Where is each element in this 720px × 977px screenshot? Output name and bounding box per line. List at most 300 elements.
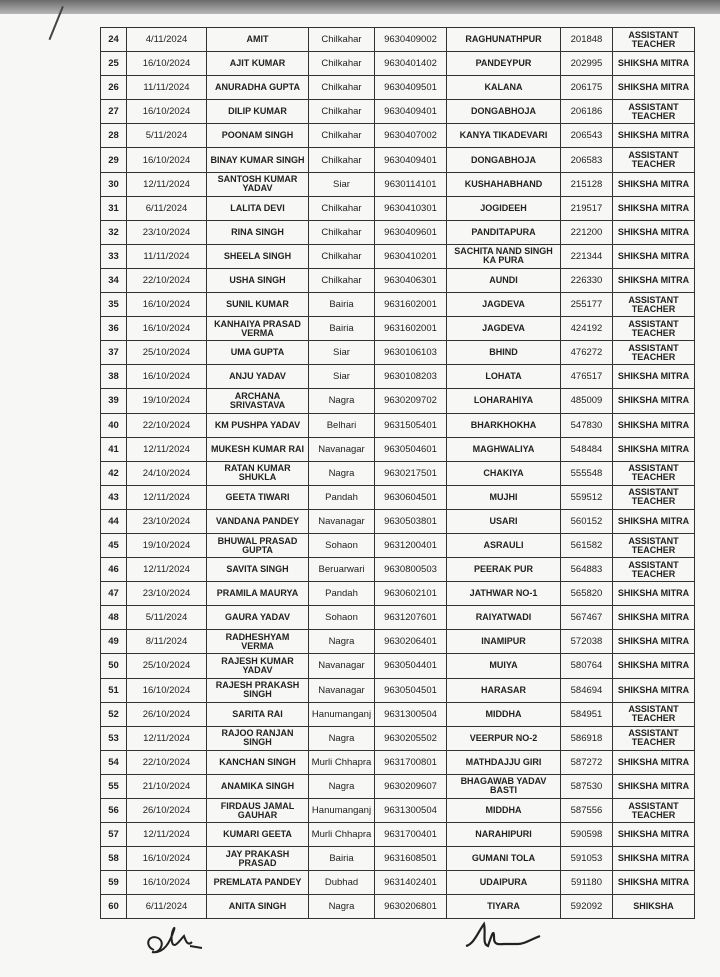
- cell-code: 9630602101: [375, 582, 447, 606]
- cell-id: 587272: [561, 750, 613, 774]
- cell-id: 202995: [561, 52, 613, 76]
- cell-code: 9630205502: [375, 726, 447, 750]
- cell-sno: 31: [101, 196, 127, 220]
- cell-id: 201848: [561, 28, 613, 52]
- table-row: [101, 799, 695, 823]
- table-row: [101, 317, 695, 341]
- cell-sno: 30: [101, 172, 127, 196]
- cell-name: MUKESH KUMAR RAI: [207, 437, 309, 461]
- cell-school: BHARKHOKHA: [447, 413, 561, 437]
- signature-left: [140, 912, 210, 962]
- cell-date: 16/10/2024: [127, 52, 207, 76]
- cell-date: 16/10/2024: [127, 317, 207, 341]
- cell-school: JAGDEVA: [447, 317, 561, 341]
- cell-date: 22/10/2024: [127, 750, 207, 774]
- cell-sno: 33: [101, 244, 127, 268]
- cell-code: 9630800503: [375, 558, 447, 582]
- cell-name: DILIP KUMAR: [207, 100, 309, 124]
- cell-name: SHEELA SINGH: [207, 244, 309, 268]
- cell-school: JATHWAR NO-1: [447, 582, 561, 606]
- cell-date: 24/10/2024: [127, 461, 207, 485]
- cell-name: BHUWAL PRASAD GUPTA: [207, 533, 309, 557]
- cell-date: 25/10/2024: [127, 654, 207, 678]
- cell-post: ASSISTANT TEACHER: [613, 702, 695, 726]
- cell-school: JOGIDEEH: [447, 196, 561, 220]
- cell-name: UMA GUPTA: [207, 341, 309, 365]
- cell-block: Nagra: [309, 895, 375, 919]
- cell-school: KANYA TIKADEVARI: [447, 124, 561, 148]
- cell-post: SHIKSHA MITRA: [613, 509, 695, 533]
- cell-block: Beruarwari: [309, 558, 375, 582]
- cell-name: LALITA DEVI: [207, 196, 309, 220]
- cell-id: 590598: [561, 823, 613, 847]
- cell-id: 591180: [561, 871, 613, 895]
- cell-id: 221200: [561, 220, 613, 244]
- cell-block: Navanagar: [309, 437, 375, 461]
- cell-id: 424192: [561, 317, 613, 341]
- table-row: [101, 750, 695, 774]
- cell-block: Chilkahar: [309, 244, 375, 268]
- cell-sno: 55: [101, 774, 127, 798]
- cell-sno: 35: [101, 293, 127, 317]
- cell-block: Nagra: [309, 726, 375, 750]
- cell-date: 25/10/2024: [127, 341, 207, 365]
- cell-school: SACHITA NAND SINGH KA PURA: [447, 244, 561, 268]
- cell-name: ANURADHA GUPTA: [207, 76, 309, 100]
- cell-name: KUMARI GEETA: [207, 823, 309, 847]
- cell-date: 23/10/2024: [127, 509, 207, 533]
- cell-sno: 56: [101, 799, 127, 823]
- cell-name: KM PUSHPA YADAV: [207, 413, 309, 437]
- cell-post: SHIKSHA MITRA: [613, 654, 695, 678]
- cell-school: ASRAULI: [447, 533, 561, 557]
- cell-post: SHIKSHA MITRA: [613, 365, 695, 389]
- cell-date: 5/11/2024: [127, 606, 207, 630]
- cell-id: 561582: [561, 533, 613, 557]
- cell-block: Chilkahar: [309, 52, 375, 76]
- table-row: [101, 268, 695, 292]
- cell-sno: 24: [101, 28, 127, 52]
- cell-date: 5/11/2024: [127, 124, 207, 148]
- cell-sno: 44: [101, 509, 127, 533]
- cell-name: PREMLATA PANDEY: [207, 871, 309, 895]
- cell-block: Nagra: [309, 461, 375, 485]
- cell-block: Sohaon: [309, 606, 375, 630]
- cell-school: PANDEYPUR: [447, 52, 561, 76]
- cell-code: 9630409601: [375, 220, 447, 244]
- cell-code: 9630401402: [375, 52, 447, 76]
- cell-code: 9631200401: [375, 533, 447, 557]
- cell-id: 476517: [561, 365, 613, 389]
- cell-id: 565820: [561, 582, 613, 606]
- cell-date: 23/10/2024: [127, 582, 207, 606]
- cell-code: 9631402401: [375, 871, 447, 895]
- cell-id: 560152: [561, 509, 613, 533]
- cell-id: 559512: [561, 485, 613, 509]
- cell-name: AMIT: [207, 28, 309, 52]
- cell-id: 215128: [561, 172, 613, 196]
- cell-sno: 40: [101, 413, 127, 437]
- cell-sno: 48: [101, 606, 127, 630]
- cell-id: 567467: [561, 606, 613, 630]
- cell-date: 6/11/2024: [127, 895, 207, 919]
- cell-sno: 45: [101, 533, 127, 557]
- cell-code: 9631300504: [375, 799, 447, 823]
- table-row: [101, 28, 695, 52]
- cell-code: 9630410301: [375, 196, 447, 220]
- table-row: [101, 172, 695, 196]
- cell-post: SHIKSHA MITRA: [613, 847, 695, 871]
- cell-school: DONGABHOJA: [447, 100, 561, 124]
- cell-post: SHIKSHA MITRA: [613, 582, 695, 606]
- table-row: [101, 100, 695, 124]
- cell-code: 9630407002: [375, 124, 447, 148]
- cell-id: 485009: [561, 389, 613, 413]
- cell-id: 584951: [561, 702, 613, 726]
- cell-date: 12/11/2024: [127, 726, 207, 750]
- cell-post: SHIKSHA MITRA: [613, 678, 695, 702]
- cell-code: 9630410201: [375, 244, 447, 268]
- cell-name: VANDANA PANDEY: [207, 509, 309, 533]
- cell-date: 12/11/2024: [127, 823, 207, 847]
- cell-id: 591053: [561, 847, 613, 871]
- teacher-list-body: [101, 28, 695, 919]
- cell-sno: 50: [101, 654, 127, 678]
- cell-date: 6/11/2024: [127, 196, 207, 220]
- cell-school: RAGHUNATHPUR: [447, 28, 561, 52]
- cell-id: 219517: [561, 196, 613, 220]
- cell-name: USHA SINGH: [207, 268, 309, 292]
- cell-date: 16/10/2024: [127, 365, 207, 389]
- cell-post: ASSISTANT TEACHER: [613, 558, 695, 582]
- cell-post: SHIKSHA MITRA: [613, 172, 695, 196]
- cell-school: HARASAR: [447, 678, 561, 702]
- table-row: [101, 148, 695, 172]
- cell-post: SHIKSHA MITRA: [613, 750, 695, 774]
- table-row: [101, 461, 695, 485]
- cell-school: LOHATA: [447, 365, 561, 389]
- cell-code: 9630106103: [375, 341, 447, 365]
- cell-school: RAIYATWADI: [447, 606, 561, 630]
- cell-post: SHIKSHA MITRA: [613, 774, 695, 798]
- cell-sno: 41: [101, 437, 127, 461]
- signature-right: [458, 914, 548, 958]
- cell-school: KUSHAHABHAND: [447, 172, 561, 196]
- cell-name: FIRDAUS JAMAL GAUHAR: [207, 799, 309, 823]
- table-row: [101, 871, 695, 895]
- cell-sno: 29: [101, 148, 127, 172]
- cell-id: 547830: [561, 413, 613, 437]
- cell-post: ASSISTANT TEACHER: [613, 100, 695, 124]
- cell-sno: 37: [101, 341, 127, 365]
- table-row: [101, 630, 695, 654]
- cell-name: POONAM SINGH: [207, 124, 309, 148]
- cell-code: 9631602001: [375, 317, 447, 341]
- table-row: [101, 244, 695, 268]
- cell-code: 9631207601: [375, 606, 447, 630]
- table-row: [101, 124, 695, 148]
- cell-sno: 59: [101, 871, 127, 895]
- cell-post: ASSISTANT TEACHER: [613, 726, 695, 750]
- cell-id: 564883: [561, 558, 613, 582]
- cell-post: ASSISTANT TEACHER: [613, 533, 695, 557]
- cell-block: Hanumanganj: [309, 702, 375, 726]
- cell-school: VEERPUR NO-2: [447, 726, 561, 750]
- cell-post: ASSISTANT TEACHER: [613, 317, 695, 341]
- cell-block: Nagra: [309, 630, 375, 654]
- cell-post: SHIKSHA MITRA: [613, 630, 695, 654]
- cell-post: SHIKSHA MITRA: [613, 389, 695, 413]
- cell-post: ASSISTANT TEACHER: [613, 28, 695, 52]
- cell-school: PANDITAPURA: [447, 220, 561, 244]
- cell-date: 11/11/2024: [127, 244, 207, 268]
- cell-date: 16/10/2024: [127, 100, 207, 124]
- table-row: [101, 509, 695, 533]
- cell-sno: 25: [101, 52, 127, 76]
- cell-date: 12/11/2024: [127, 437, 207, 461]
- table-row: [101, 485, 695, 509]
- cell-code: 9630604501: [375, 485, 447, 509]
- cell-sno: 26: [101, 76, 127, 100]
- cell-sno: 49: [101, 630, 127, 654]
- cell-code: 9630406301: [375, 268, 447, 292]
- cell-name: RATAN KUMAR SHUKLA: [207, 461, 309, 485]
- cell-block: Murli Chhapra: [309, 823, 375, 847]
- table-row: [101, 293, 695, 317]
- cell-code: 9630206801: [375, 895, 447, 919]
- cell-code: 9631700401: [375, 823, 447, 847]
- cell-school: BHAGAWAB YADAV BASTI: [447, 774, 561, 798]
- cell-date: 16/10/2024: [127, 847, 207, 871]
- cell-sno: 36: [101, 317, 127, 341]
- cell-date: 12/11/2024: [127, 485, 207, 509]
- table-row: [101, 437, 695, 461]
- cell-post: SHIKSHA MITRA: [613, 437, 695, 461]
- cell-block: Belhari: [309, 413, 375, 437]
- cell-date: 16/10/2024: [127, 148, 207, 172]
- cell-block: Navanagar: [309, 509, 375, 533]
- cell-date: 8/11/2024: [127, 630, 207, 654]
- cell-post: ASSISTANT TEACHER: [613, 148, 695, 172]
- cell-block: Chilkahar: [309, 124, 375, 148]
- cell-sno: 47: [101, 582, 127, 606]
- cell-id: 592092: [561, 895, 613, 919]
- table-row: [101, 847, 695, 871]
- cell-id: 206186: [561, 100, 613, 124]
- cell-code: 9630217501: [375, 461, 447, 485]
- table-row: [101, 52, 695, 76]
- cell-date: 26/10/2024: [127, 702, 207, 726]
- cell-sno: 32: [101, 220, 127, 244]
- cell-date: 19/10/2024: [127, 389, 207, 413]
- table-row: [101, 582, 695, 606]
- cell-block: Sohaon: [309, 533, 375, 557]
- cell-block: Bairia: [309, 293, 375, 317]
- cell-school: GUMANI TOLA: [447, 847, 561, 871]
- cell-code: 9630504601: [375, 437, 447, 461]
- cell-school: DONGABHOJA: [447, 148, 561, 172]
- cell-id: 476272: [561, 341, 613, 365]
- table-row: [101, 365, 695, 389]
- cell-block: Siar: [309, 172, 375, 196]
- cell-sno: 53: [101, 726, 127, 750]
- cell-block: Pandah: [309, 485, 375, 509]
- table-row: [101, 389, 695, 413]
- cell-school: BHIND: [447, 341, 561, 365]
- cell-sno: 58: [101, 847, 127, 871]
- cell-block: Navanagar: [309, 678, 375, 702]
- cell-date: 16/10/2024: [127, 293, 207, 317]
- cell-date: 22/10/2024: [127, 268, 207, 292]
- cell-name: GEETA TIWARI: [207, 485, 309, 509]
- cell-school: NARAHIPURI: [447, 823, 561, 847]
- cell-date: 12/11/2024: [127, 558, 207, 582]
- cell-name: SUNIL KUMAR: [207, 293, 309, 317]
- cell-id: 580764: [561, 654, 613, 678]
- cell-id: 206175: [561, 76, 613, 100]
- cell-code: 9631608501: [375, 847, 447, 871]
- cell-post: SHIKSHA MITRA: [613, 196, 695, 220]
- cell-code: 9630409501: [375, 76, 447, 100]
- cell-block: Nagra: [309, 389, 375, 413]
- cell-sno: 60: [101, 895, 127, 919]
- cell-post: SHIKSHA MITRA: [613, 823, 695, 847]
- cell-block: Siar: [309, 341, 375, 365]
- table-row: [101, 196, 695, 220]
- cell-school: MIDDHA: [447, 702, 561, 726]
- cell-date: 11/11/2024: [127, 76, 207, 100]
- cell-name: RAJESH KUMAR YADAV: [207, 654, 309, 678]
- cell-school: MUIYA: [447, 654, 561, 678]
- cell-school: KALANA: [447, 76, 561, 100]
- table-row: [101, 823, 695, 847]
- table-row: [101, 558, 695, 582]
- table-row: [101, 533, 695, 557]
- cell-code: 9631300504: [375, 702, 447, 726]
- cell-school: UDAIPURA: [447, 871, 561, 895]
- cell-block: Murli Chhapra: [309, 750, 375, 774]
- cell-date: 16/10/2024: [127, 871, 207, 895]
- cell-school: MIDDHA: [447, 799, 561, 823]
- cell-name: ANITA SINGH: [207, 895, 309, 919]
- table-row: [101, 76, 695, 100]
- cell-school: TIYARA: [447, 895, 561, 919]
- cell-post: SHIKSHA MITRA: [613, 413, 695, 437]
- cell-school: PEERAK PUR: [447, 558, 561, 582]
- cell-school: JAGDEVA: [447, 293, 561, 317]
- cell-id: 226330: [561, 268, 613, 292]
- cell-school: MUJHI: [447, 485, 561, 509]
- cell-block: Navanagar: [309, 654, 375, 678]
- cell-sno: 28: [101, 124, 127, 148]
- cell-post: SHIKSHA MITRA: [613, 871, 695, 895]
- cell-sno: 39: [101, 389, 127, 413]
- cell-school: AUNDI: [447, 268, 561, 292]
- cell-sno: 54: [101, 750, 127, 774]
- cell-sno: 52: [101, 702, 127, 726]
- cell-id: 586918: [561, 726, 613, 750]
- cell-name: RADHESHYAM VERMA: [207, 630, 309, 654]
- cell-post: SHIKSHA MITRA: [613, 220, 695, 244]
- cell-id: 206543: [561, 124, 613, 148]
- cell-school: MATHDAJJU GIRI: [447, 750, 561, 774]
- teacher-list-table: [100, 27, 695, 919]
- table-row: [101, 413, 695, 437]
- cell-name: SANTOSH KUMAR YADAV: [207, 172, 309, 196]
- cell-code: 9630409401: [375, 100, 447, 124]
- cell-code: 9631505401: [375, 413, 447, 437]
- cell-name: KANCHAN SINGH: [207, 750, 309, 774]
- cell-code: 9630206401: [375, 630, 447, 654]
- cell-block: Chilkahar: [309, 76, 375, 100]
- cell-post: ASSISTANT TEACHER: [613, 485, 695, 509]
- cell-name: BINAY KUMAR SINGH: [207, 148, 309, 172]
- cell-id: 572038: [561, 630, 613, 654]
- cell-id: 548484: [561, 437, 613, 461]
- cell-name: AJIT KUMAR: [207, 52, 309, 76]
- cell-id: 555548: [561, 461, 613, 485]
- cell-id: 255177: [561, 293, 613, 317]
- cell-school: USARI: [447, 509, 561, 533]
- cell-date: 19/10/2024: [127, 533, 207, 557]
- cell-name: SARITA RAI: [207, 702, 309, 726]
- cell-sno: 57: [101, 823, 127, 847]
- cell-code: 9630504401: [375, 654, 447, 678]
- cell-id: 221344: [561, 244, 613, 268]
- cell-block: Hanumanganj: [309, 799, 375, 823]
- cell-code: 9630209702: [375, 389, 447, 413]
- table-row: [101, 220, 695, 244]
- cell-id: 587530: [561, 774, 613, 798]
- cell-date: 22/10/2024: [127, 413, 207, 437]
- cell-block: Chilkahar: [309, 28, 375, 52]
- cell-sno: 51: [101, 678, 127, 702]
- cell-post: SHIKSHA MITRA: [613, 52, 695, 76]
- cell-code: 9630409002: [375, 28, 447, 52]
- cell-name: PRAMILA MAURYA: [207, 582, 309, 606]
- cell-sno: 34: [101, 268, 127, 292]
- cell-code: 9631700801: [375, 750, 447, 774]
- cell-id: 584694: [561, 678, 613, 702]
- cell-post: SHIKSHA MITRA: [613, 268, 695, 292]
- cell-name: ARCHANA SRIVASTAVA: [207, 389, 309, 413]
- cell-block: Chilkahar: [309, 148, 375, 172]
- cell-date: 12/11/2024: [127, 172, 207, 196]
- table-row: [101, 654, 695, 678]
- cell-date: 21/10/2024: [127, 774, 207, 798]
- cell-date: 4/11/2024: [127, 28, 207, 52]
- cell-name: KANHAIYA PRASAD VERMA: [207, 317, 309, 341]
- cell-post: ASSISTANT TEACHER: [613, 341, 695, 365]
- cell-name: JAY PRAKASH PRASAD: [207, 847, 309, 871]
- cell-sno: 38: [101, 365, 127, 389]
- table-row: [101, 606, 695, 630]
- cell-sno: 46: [101, 558, 127, 582]
- cell-block: Chilkahar: [309, 220, 375, 244]
- table-row: [101, 341, 695, 365]
- cell-post: ASSISTANT TEACHER: [613, 461, 695, 485]
- cell-name: SAVITA SINGH: [207, 558, 309, 582]
- table-row: [101, 702, 695, 726]
- cell-code: 9630114101: [375, 172, 447, 196]
- cell-block: Chilkahar: [309, 268, 375, 292]
- table-row: [101, 678, 695, 702]
- cell-code: 9630409401: [375, 148, 447, 172]
- cell-post: SHIKSHA MITRA: [613, 606, 695, 630]
- cell-post: ASSISTANT TEACHER: [613, 293, 695, 317]
- cell-code: 9630209607: [375, 774, 447, 798]
- cell-code: 9630504501: [375, 678, 447, 702]
